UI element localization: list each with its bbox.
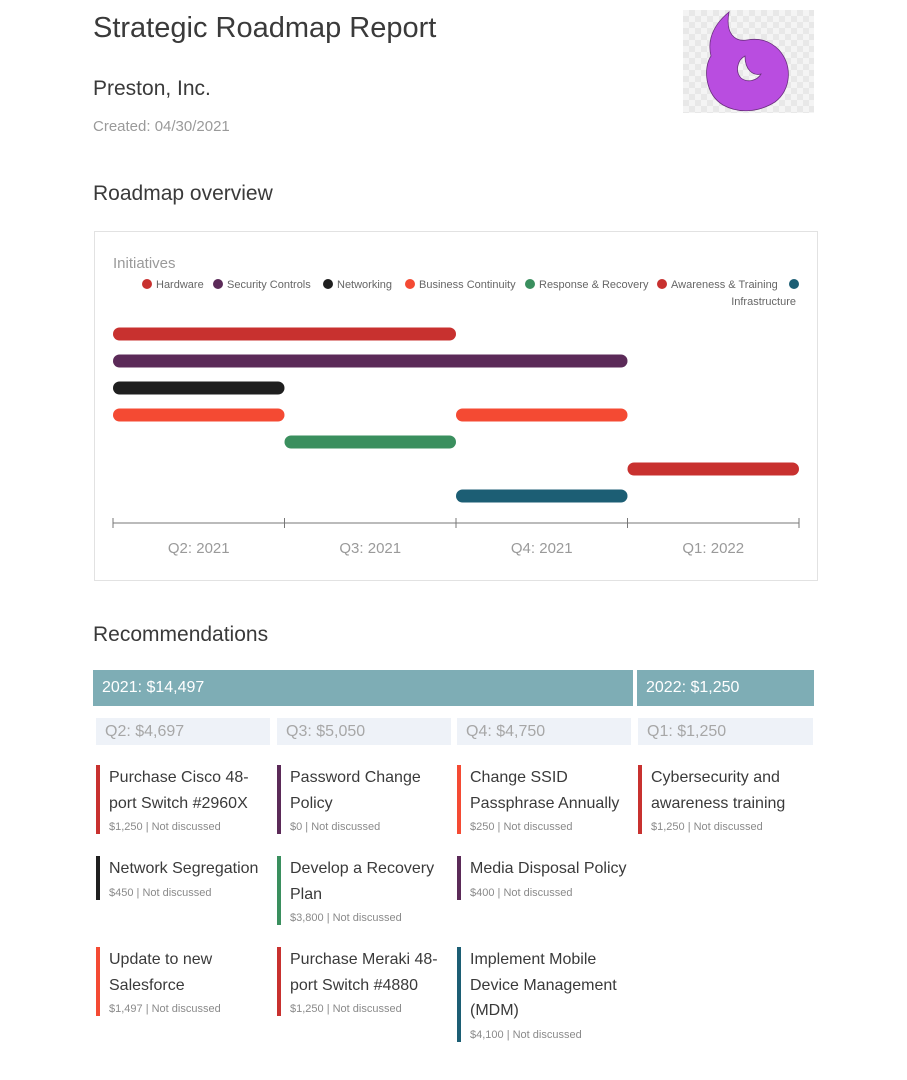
legend-item[interactable] bbox=[213, 279, 311, 291]
recommendation-meta: $1,250 | Not discussed bbox=[109, 821, 221, 833]
x-axis-tick-label: Q1: 2022 bbox=[682, 540, 745, 557]
legend-swatch bbox=[405, 279, 415, 289]
legend-item[interactable] bbox=[405, 279, 516, 291]
legend-label: Infrastructure bbox=[731, 296, 796, 308]
recommendation-title: Network Segregation bbox=[109, 860, 259, 877]
gantt-bar[interactable] bbox=[113, 382, 285, 395]
legend-label: Awareness & Training bbox=[671, 279, 778, 291]
recommendation-meta: $400 | Not discussed bbox=[470, 886, 573, 899]
recommendation-meta: $1,250 | Not discussed bbox=[651, 821, 763, 833]
x-axis-tick-label: Q3: 2021 bbox=[339, 540, 402, 557]
recommendation-card[interactable] bbox=[277, 856, 447, 925]
x-axis-tick-label: Q2: 2021 bbox=[167, 540, 230, 557]
recommendation-title: Cybersecurity and awareness training bbox=[651, 769, 786, 812]
gantt-bar[interactable] bbox=[456, 409, 628, 422]
legend-item[interactable] bbox=[525, 279, 649, 291]
recommendation-meta: $0 | Not discussed bbox=[290, 821, 381, 833]
roadmap-gantt-chart bbox=[94, 231, 818, 581]
recommendation-meta: $450 | Not discussed bbox=[109, 886, 212, 899]
gantt-bar[interactable] bbox=[285, 436, 457, 449]
legend-item[interactable] bbox=[657, 279, 778, 291]
legend-swatch bbox=[142, 279, 152, 289]
legend-swatch bbox=[323, 279, 333, 289]
recommendations-heading: Recommendations bbox=[93, 623, 269, 646]
roadmap-overview-heading: Roadmap overview bbox=[93, 182, 273, 205]
legend-swatch bbox=[213, 279, 223, 289]
recommendation-card[interactable] bbox=[96, 947, 266, 1016]
quarter-total-q2-2021: Q2: $4,697 bbox=[96, 718, 270, 745]
recommendation-meta: $4,100 | Not discussed bbox=[470, 1028, 582, 1041]
chart-title: Initiatives bbox=[113, 255, 176, 272]
quarter-total-q1-2022: Q1: $1,250 bbox=[638, 718, 813, 745]
recommendation-title: Update to new Salesforce bbox=[109, 951, 213, 994]
recommendation-meta: $1,497 | Not discussed bbox=[109, 1003, 221, 1015]
legend-label: Business Continuity bbox=[419, 279, 516, 291]
legend-item[interactable] bbox=[323, 279, 392, 291]
recommendation-card[interactable] bbox=[96, 765, 266, 834]
recommendation-title: Implement Mobile Device Management (MDM) bbox=[470, 951, 617, 1019]
company-logo bbox=[683, 10, 814, 113]
legend-label: Networking bbox=[337, 279, 393, 291]
legend-label: Security Controls bbox=[227, 279, 311, 291]
recommendation-card[interactable] bbox=[638, 765, 810, 834]
quarter-total-q3-2021: Q3: $5,050 bbox=[277, 718, 451, 745]
legend-item[interactable] bbox=[142, 279, 204, 291]
recommendation-title: Media Disposal Policy bbox=[470, 860, 627, 877]
recommendation-title: Purchase Cisco 48-port Switch #2960X bbox=[109, 769, 249, 812]
recommendation-title: Purchase Meraki 48-port Switch #4880 bbox=[290, 951, 438, 994]
year-total-2021: 2021: $14,497 bbox=[93, 670, 633, 706]
company-name: Preston, Inc. bbox=[93, 77, 211, 100]
page-title: Strategic Roadmap Report bbox=[93, 12, 437, 44]
recommendation-card[interactable] bbox=[277, 947, 447, 1016]
created-date: Created: 04/30/2021 bbox=[93, 118, 230, 135]
year-total-2022: 2022: $1,250 bbox=[637, 670, 814, 706]
legend-swatch bbox=[525, 279, 535, 289]
gantt-bar[interactable] bbox=[456, 490, 628, 503]
legend-swatch bbox=[657, 279, 667, 289]
recommendation-title: Develop a Recovery Plan bbox=[290, 860, 435, 903]
flame-logo-icon bbox=[683, 10, 814, 113]
recommendation-title: Change SSID Passphrase Annually bbox=[470, 769, 620, 812]
x-axis-tick-label: Q4: 2021 bbox=[510, 540, 573, 557]
recommendation-card[interactable] bbox=[457, 765, 629, 834]
recommendation-meta: $1,250 | Not discussed bbox=[290, 1003, 402, 1015]
gantt-bar[interactable] bbox=[628, 463, 800, 476]
recommendation-meta: $250 | Not discussed bbox=[470, 821, 573, 833]
recommendation-card[interactable] bbox=[457, 856, 629, 900]
legend-swatch bbox=[789, 279, 799, 289]
legend-label: Response & Recovery bbox=[539, 279, 649, 291]
recommendation-card[interactable] bbox=[277, 765, 447, 834]
recommendation-meta: $3,800 | Not discussed bbox=[290, 912, 402, 924]
quarter-total-q4-2021: Q4: $4,750 bbox=[457, 718, 631, 745]
gantt-bar[interactable] bbox=[113, 355, 628, 368]
gantt-bar[interactable] bbox=[113, 409, 285, 422]
legend-label: Hardware bbox=[156, 279, 204, 291]
recommendation-card[interactable] bbox=[457, 947, 629, 1042]
recommendation-card[interactable] bbox=[96, 856, 266, 900]
recommendation-title: Password Change Policy bbox=[290, 769, 421, 812]
gantt-bar[interactable] bbox=[113, 328, 456, 341]
